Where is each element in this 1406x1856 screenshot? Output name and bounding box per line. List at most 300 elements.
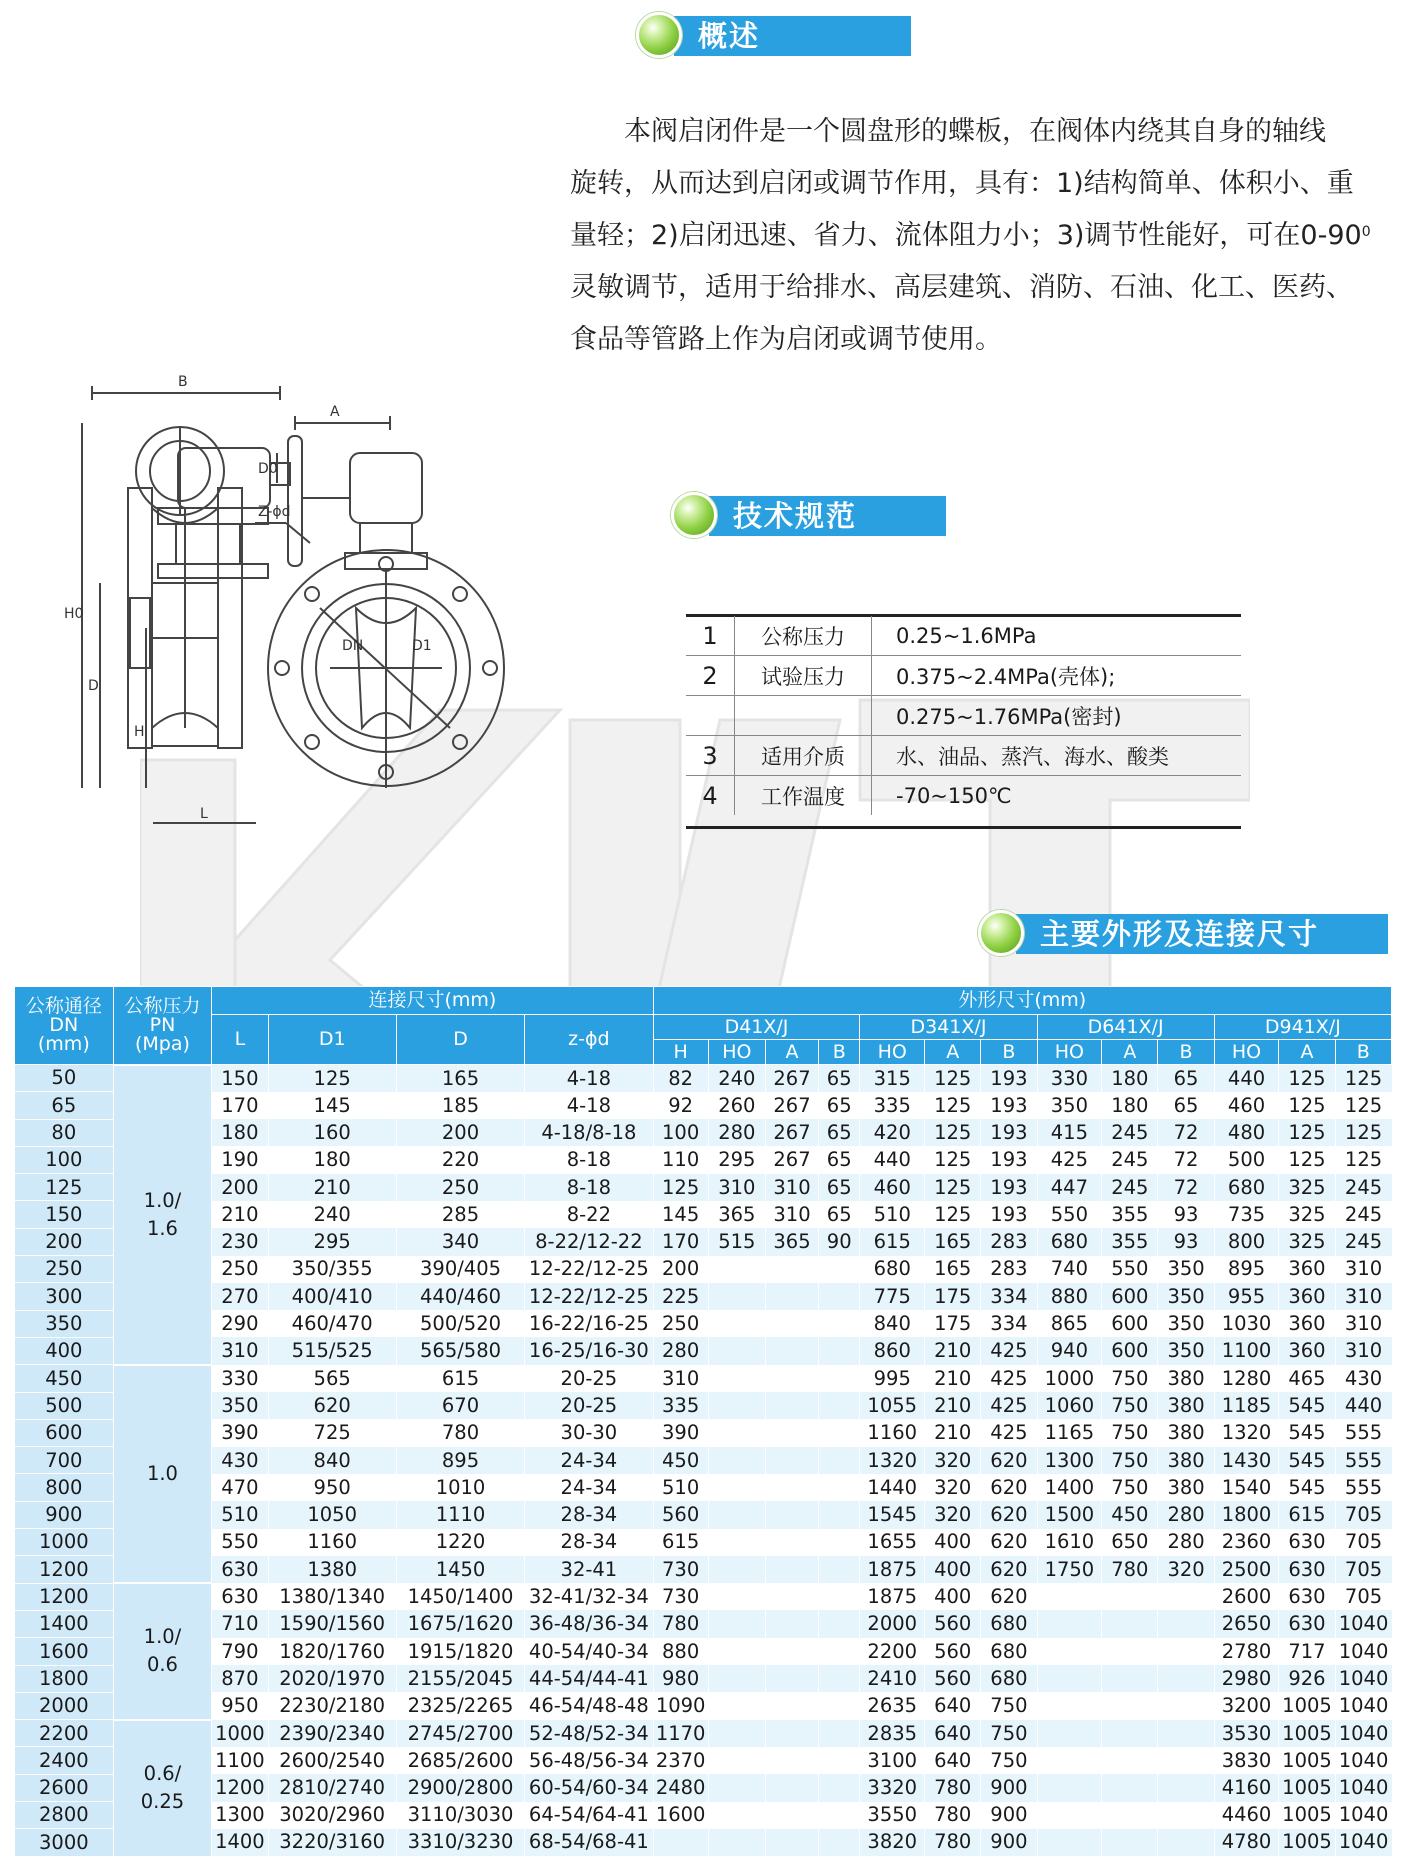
- table-cell: 2370: [653, 1747, 708, 1774]
- table-cell: [1102, 1638, 1158, 1665]
- table-cell: 560: [653, 1501, 708, 1528]
- header-sub: A: [1279, 1040, 1335, 1065]
- table-cell: 2325/2265: [396, 1692, 524, 1719]
- table-cell: [819, 1256, 860, 1283]
- spec-no: 4: [686, 776, 735, 816]
- table-cell: 180: [1102, 1092, 1158, 1119]
- table-cell: [708, 1283, 765, 1310]
- table-cell: 125: [925, 1174, 981, 1201]
- table-cell: 2980: [1214, 1665, 1279, 1692]
- table-cell: 840: [268, 1447, 396, 1474]
- table-row: [15, 1529, 1392, 1556]
- table-cell: 245: [1102, 1174, 1158, 1201]
- table-cell: 230: [212, 1228, 268, 1255]
- table-cell: 1450/1400: [396, 1583, 524, 1610]
- table-row: [15, 1556, 1392, 1583]
- table-cell: 1005: [1279, 1774, 1335, 1801]
- table-cell: 365: [708, 1201, 765, 1228]
- spec-row: [686, 776, 1241, 816]
- green-ball-icon: [671, 492, 717, 538]
- table-cell: 750: [1102, 1392, 1158, 1419]
- table-cell: 3020/2960: [268, 1802, 396, 1829]
- table-cell: [766, 1447, 819, 1474]
- label-H0: H0: [64, 606, 84, 622]
- table-cell: 640: [925, 1692, 981, 1719]
- table-cell: 895: [1214, 1256, 1279, 1283]
- table-cell: 780: [925, 1802, 981, 1829]
- table-cell: 640: [925, 1747, 981, 1774]
- table-cell: 125: [925, 1201, 981, 1228]
- table-cell: 680: [860, 1256, 925, 1283]
- table-cell: 3320: [860, 1774, 925, 1801]
- header-model: D341X/J: [860, 1015, 1037, 1040]
- table-cell: [819, 1829, 860, 1856]
- table-row: [15, 1692, 1392, 1719]
- table-row: [15, 1747, 1392, 1774]
- table-cell: 285: [396, 1201, 524, 1228]
- spec-value: 0.275~1.76MPa(密封): [872, 696, 1242, 736]
- table-cell: 340: [396, 1228, 524, 1255]
- table-cell: 1000: [212, 1720, 268, 1747]
- table-cell: 615: [860, 1228, 925, 1255]
- header-sub: A: [925, 1040, 981, 1065]
- table-cell: [766, 1283, 819, 1310]
- table-cell: 280: [708, 1119, 765, 1146]
- table-cell: [708, 1392, 765, 1419]
- table-cell: 65: [819, 1174, 860, 1201]
- intro-line: 灵敏调节，适用于给排水、高层建筑、消防、石油、化工、医药、: [570, 272, 1353, 303]
- table-cell: [1102, 1692, 1158, 1719]
- table-cell: 24-34: [525, 1447, 653, 1474]
- table-cell: 425: [981, 1365, 1037, 1392]
- table-cell: 1160: [268, 1529, 396, 1556]
- table-cell: 1040: [1335, 1747, 1391, 1774]
- table-cell: 730: [653, 1556, 708, 1583]
- table-cell: [1158, 1747, 1214, 1774]
- cell-dn: 80: [15, 1119, 114, 1146]
- label-L: L: [200, 806, 208, 822]
- table-row: [15, 1638, 1392, 1665]
- table-cell: 1750: [1037, 1556, 1102, 1583]
- table-cell: 560: [925, 1665, 981, 1692]
- table-cell: [708, 1529, 765, 1556]
- table-row: [15, 1802, 1392, 1829]
- table-cell: 267: [766, 1065, 819, 1092]
- table-cell: 680: [981, 1610, 1037, 1637]
- table-cell: 280: [1158, 1529, 1214, 1556]
- table-cell: 510: [212, 1501, 268, 1528]
- table-cell: [766, 1256, 819, 1283]
- table-cell: 447: [1037, 1174, 1102, 1201]
- table-cell: [766, 1474, 819, 1501]
- header-D1: D1: [268, 1015, 396, 1065]
- table-cell: 630: [1279, 1529, 1335, 1556]
- spec-row: [686, 696, 1241, 736]
- header-outer: 外形尺寸(mm): [653, 987, 1391, 1015]
- table-cell: 500/520: [396, 1310, 524, 1337]
- green-ball-icon: [636, 12, 682, 58]
- table-cell: [1102, 1583, 1158, 1610]
- label-D0: D0: [258, 461, 278, 477]
- table-cell: 36-48/36-34: [525, 1610, 653, 1637]
- table-cell: 400: [925, 1583, 981, 1610]
- table-cell: 310: [653, 1365, 708, 1392]
- table-cell: [766, 1829, 819, 1856]
- table-cell: [1037, 1802, 1102, 1829]
- table-cell: 170: [653, 1228, 708, 1255]
- table-cell: [766, 1392, 819, 1419]
- table-cell: 46-54/48-48: [525, 1692, 653, 1719]
- label-DN: DN: [342, 638, 364, 654]
- table-cell: 1100: [1214, 1337, 1279, 1364]
- table-cell: 125: [1279, 1146, 1335, 1173]
- table-cell: 334: [981, 1283, 1037, 1310]
- table-cell: 210: [925, 1392, 981, 1419]
- table-cell: 430: [212, 1447, 268, 1474]
- header-pn: 公称压力 PN (Mpa): [113, 987, 212, 1065]
- cell-dn: 1800: [15, 1665, 114, 1692]
- table-cell: 1610: [1037, 1529, 1102, 1556]
- table-cell: 360: [1279, 1256, 1335, 1283]
- table-row: [15, 1228, 1392, 1255]
- table-cell: 125: [1335, 1065, 1391, 1092]
- table-cell: 800: [1214, 1228, 1279, 1255]
- table-cell: 640: [925, 1720, 981, 1747]
- table-cell: 1040: [1335, 1692, 1391, 1719]
- table-cell: 125: [925, 1146, 981, 1173]
- cell-dn: 1200: [15, 1556, 114, 1583]
- table-cell: 2390/2340: [268, 1720, 396, 1747]
- table-cell: 1040: [1335, 1774, 1391, 1801]
- pn-line: 1.6: [146, 1216, 178, 1240]
- cell-dn: 350: [15, 1310, 114, 1337]
- table-cell: 65: [819, 1092, 860, 1119]
- table-cell: 32-41: [525, 1556, 653, 1583]
- spec-no: 3: [686, 736, 735, 776]
- table-cell: [766, 1610, 819, 1637]
- table-cell: 245: [1102, 1119, 1158, 1146]
- table-cell: 320: [925, 1501, 981, 1528]
- table-cell: 165: [396, 1065, 524, 1092]
- table-cell: 380: [1158, 1474, 1214, 1501]
- table-cell: [766, 1774, 819, 1801]
- table-cell: 630: [1279, 1610, 1335, 1637]
- table-cell: 283: [981, 1228, 1037, 1255]
- table-cell: 8-22/12-22: [525, 1228, 653, 1255]
- pn-line: 0.6: [146, 1653, 178, 1677]
- table-cell: 510: [653, 1474, 708, 1501]
- table-cell: [1037, 1720, 1102, 1747]
- table-cell: 955: [1214, 1283, 1279, 1310]
- table-cell: 56-48/56-34: [525, 1747, 653, 1774]
- table-cell: 620: [981, 1447, 1037, 1474]
- table-cell: 1160: [860, 1419, 925, 1446]
- table-cell: [1102, 1829, 1158, 1856]
- label-H: H: [134, 724, 145, 740]
- header-sub: A: [766, 1040, 819, 1065]
- table-cell: [708, 1256, 765, 1283]
- table-cell: 1100: [212, 1747, 268, 1774]
- table-cell: 440: [860, 1146, 925, 1173]
- table-cell: 1040: [1335, 1829, 1391, 1856]
- table-cell: 280: [1158, 1501, 1214, 1528]
- header-connection: 连接尺寸(mm): [212, 987, 653, 1015]
- table-cell: 460/470: [268, 1310, 396, 1337]
- spec-value: 水、油品、蒸汽、海水、酸类: [872, 736, 1242, 776]
- table-cell: [708, 1610, 765, 1637]
- table-cell: [819, 1610, 860, 1637]
- table-cell: 620: [268, 1392, 396, 1419]
- table-cell: 165: [925, 1256, 981, 1283]
- table-cell: [1037, 1747, 1102, 1774]
- spec-row: [686, 736, 1241, 776]
- table-cell: [819, 1638, 860, 1665]
- table-cell: 510: [860, 1201, 925, 1228]
- cell-dn: 150: [15, 1201, 114, 1228]
- table-row: [15, 1720, 1392, 1747]
- table-cell: 940: [1037, 1337, 1102, 1364]
- table-cell: [708, 1638, 765, 1665]
- table-cell: 240: [708, 1065, 765, 1092]
- table-cell: 193: [981, 1092, 1037, 1119]
- table-cell: 740: [1037, 1256, 1102, 1283]
- section-header-overview: [636, 12, 911, 58]
- table-cell: 1040: [1335, 1665, 1391, 1692]
- table-cell: [766, 1583, 819, 1610]
- table-cell: 72: [1158, 1119, 1214, 1146]
- table-cell: 750: [981, 1747, 1037, 1774]
- section-header-spec: [671, 492, 946, 538]
- table-cell: 193: [981, 1201, 1037, 1228]
- table-cell: 200: [396, 1119, 524, 1146]
- table-cell: 200: [212, 1174, 268, 1201]
- table-cell: 320: [925, 1447, 981, 1474]
- cell-dn: 125: [15, 1174, 114, 1201]
- cell-dn: 2600: [15, 1774, 114, 1801]
- table-cell: [766, 1365, 819, 1392]
- table-cell: 65: [819, 1065, 860, 1092]
- table-cell: 8-18: [525, 1174, 653, 1201]
- table-cell: 780: [396, 1419, 524, 1446]
- table-cell: 380: [1158, 1419, 1214, 1446]
- table-cell: 2600/2540: [268, 1747, 396, 1774]
- spec-key: 工作温度: [735, 776, 872, 816]
- table-row: [15, 1201, 1392, 1228]
- table-cell: 615: [396, 1365, 524, 1392]
- table-cell: 1400: [212, 1829, 268, 1856]
- table-cell: 65: [1158, 1065, 1214, 1092]
- table-cell: 1300: [212, 1802, 268, 1829]
- table-cell: 926: [1279, 1665, 1335, 1692]
- table-cell: 750: [1102, 1419, 1158, 1446]
- table-cell: 1040: [1335, 1638, 1391, 1665]
- table-cell: 1200: [212, 1774, 268, 1801]
- table-cell: 750: [1102, 1474, 1158, 1501]
- cell-dn: 800: [15, 1474, 114, 1501]
- table-cell: 1040: [1335, 1720, 1391, 1747]
- table-cell: 1545: [860, 1501, 925, 1528]
- table-cell: [1158, 1692, 1214, 1719]
- table-cell: 350/355: [268, 1256, 396, 1283]
- table-cell: 515: [708, 1228, 765, 1255]
- table-cell: 365: [766, 1228, 819, 1255]
- table-cell: 44-54/44-41: [525, 1665, 653, 1692]
- table-cell: [708, 1802, 765, 1829]
- table-cell: 1800: [1214, 1501, 1279, 1528]
- valve-diagram: [60, 368, 600, 838]
- table-row: [15, 1392, 1392, 1419]
- table-cell: 193: [981, 1174, 1037, 1201]
- table-cell: 65: [819, 1119, 860, 1146]
- table-cell: [766, 1337, 819, 1364]
- table-cell: 90: [819, 1228, 860, 1255]
- table-cell: 1005: [1279, 1829, 1335, 1856]
- pn-line: 0.25: [140, 1790, 185, 1814]
- spec-no: 1: [686, 616, 735, 656]
- table-cell: 2745/2700: [396, 1720, 524, 1747]
- table-cell: 750: [1102, 1447, 1158, 1474]
- table-cell: [1102, 1720, 1158, 1747]
- table-cell: 620: [981, 1501, 1037, 1528]
- table-cell: 1165: [1037, 1419, 1102, 1446]
- section-title: 技术规范: [733, 499, 858, 533]
- pn-line: 1.0: [146, 1461, 178, 1485]
- table-cell: 200: [653, 1256, 708, 1283]
- table-cell: 1320: [860, 1447, 925, 1474]
- table-cell: 32-41/32-34: [525, 1583, 653, 1610]
- table-cell: 555: [1335, 1474, 1391, 1501]
- table-cell: 2360: [1214, 1529, 1279, 1556]
- cell-dn: 100: [15, 1146, 114, 1173]
- table-cell: [1102, 1774, 1158, 1801]
- table-cell: 430: [1335, 1365, 1391, 1392]
- table-cell: 1540: [1214, 1474, 1279, 1501]
- table-cell: 190: [212, 1146, 268, 1173]
- cell-dn: 700: [15, 1447, 114, 1474]
- table-cell: [1037, 1638, 1102, 1665]
- table-cell: 545: [1279, 1419, 1335, 1446]
- table-cell: 1005: [1279, 1747, 1335, 1774]
- spec-no: 2: [686, 656, 735, 696]
- table-cell: 245: [1335, 1174, 1391, 1201]
- table-cell: [819, 1720, 860, 1747]
- spec-table: [686, 616, 1241, 815]
- table-cell: 2000: [860, 1610, 925, 1637]
- section-title: 概述: [698, 19, 761, 53]
- table-cell: 615: [1279, 1501, 1335, 1528]
- table-cell: 125: [1279, 1065, 1335, 1092]
- table-cell: 325: [1279, 1174, 1335, 1201]
- table-cell: [708, 1365, 765, 1392]
- table-cell: 2480: [653, 1774, 708, 1801]
- table-cell: 180: [212, 1119, 268, 1146]
- table-cell: 245: [1102, 1146, 1158, 1173]
- table-cell: [1158, 1802, 1214, 1829]
- table-cell: 400: [925, 1556, 981, 1583]
- table-cell: 320: [1158, 1556, 1214, 1583]
- header-zd: z-ϕd: [525, 1015, 653, 1065]
- table-cell: 1000: [1037, 1365, 1102, 1392]
- table-cell: 175: [925, 1283, 981, 1310]
- table-row: [15, 1474, 1392, 1501]
- table-cell: 40-54/40-34: [525, 1638, 653, 1665]
- cell-dn: 2800: [15, 1802, 114, 1829]
- table-cell: [708, 1419, 765, 1446]
- table-cell: 335: [860, 1092, 925, 1119]
- table-cell: [708, 1774, 765, 1801]
- table-cell: 310: [1335, 1256, 1391, 1283]
- table-cell: 705: [1335, 1501, 1391, 1528]
- table-cell: 310: [212, 1337, 268, 1364]
- table-cell: 1430: [1214, 1447, 1279, 1474]
- table-cell: 185: [396, 1092, 524, 1119]
- table-cell: 355: [1102, 1228, 1158, 1255]
- table-cell: 360: [1279, 1283, 1335, 1310]
- table-cell: 630: [212, 1583, 268, 1610]
- table-cell: 705: [1335, 1529, 1391, 1556]
- table-cell: [1102, 1610, 1158, 1637]
- table-cell: 1440: [860, 1474, 925, 1501]
- table-cell: 1450: [396, 1556, 524, 1583]
- cell-dn: 600: [15, 1419, 114, 1446]
- header-sub: B: [981, 1040, 1037, 1065]
- table-cell: 100: [653, 1119, 708, 1146]
- spec-table-bottom-rule: [686, 826, 1241, 829]
- table-cell: 4780: [1214, 1829, 1279, 1856]
- table-cell: 210: [212, 1201, 268, 1228]
- table-row: [15, 1065, 1392, 1092]
- table-cell: [653, 1829, 708, 1856]
- table-cell: [1158, 1720, 1214, 1747]
- table-cell: 350: [1158, 1310, 1214, 1337]
- table-cell: [819, 1419, 860, 1446]
- table-cell: 82: [653, 1065, 708, 1092]
- table-cell: [766, 1501, 819, 1528]
- table-cell: 380: [1158, 1447, 1214, 1474]
- table-cell: 350: [1158, 1337, 1214, 1364]
- table-cell: [766, 1529, 819, 1556]
- intro-line: 旋转，从而达到启闭或调节作用，具有：1)结构简单、体积小、重: [570, 168, 1354, 199]
- table-cell: 450: [1102, 1501, 1158, 1528]
- table-cell: 310: [1335, 1283, 1391, 1310]
- table-cell: 880: [653, 1638, 708, 1665]
- table-cell: 425: [981, 1392, 1037, 1419]
- table-cell: 560: [925, 1610, 981, 1637]
- table-cell: 325: [1279, 1228, 1335, 1255]
- table-cell: 2780: [1214, 1638, 1279, 1665]
- pn-line: 1.0/: [143, 1188, 182, 1212]
- table-cell: [766, 1802, 819, 1829]
- table-cell: 630: [212, 1556, 268, 1583]
- table-cell: 900: [981, 1829, 1037, 1856]
- dimensions-table: [14, 986, 1392, 1856]
- table-cell: 2600: [1214, 1583, 1279, 1610]
- table-cell: 2650: [1214, 1610, 1279, 1637]
- table-cell: 3550: [860, 1802, 925, 1829]
- table-cell: 245: [1335, 1201, 1391, 1228]
- table-cell: 72: [1158, 1146, 1214, 1173]
- table-cell: 630: [1279, 1583, 1335, 1610]
- table-cell: 1050: [268, 1501, 396, 1528]
- table-cell: 400: [925, 1529, 981, 1556]
- table-cell: 250: [653, 1310, 708, 1337]
- table-cell: 3200: [1214, 1692, 1279, 1719]
- table-cell: 780: [1102, 1556, 1158, 1583]
- table-cell: 545: [1279, 1474, 1335, 1501]
- table-cell: 980: [653, 1665, 708, 1692]
- table-cell: 170: [212, 1092, 268, 1119]
- table-cell: 515/525: [268, 1337, 396, 1364]
